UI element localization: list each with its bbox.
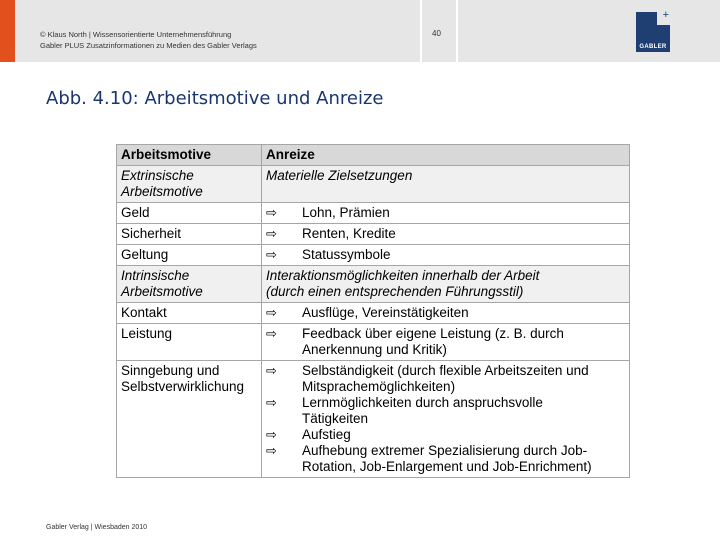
incentive-cell [262,361,630,478]
arrow-icon: ⇨ [266,427,277,442]
header-copyright: © Klaus North | Wissensorientierte Unternehmensführung [40,30,232,39]
table-row [117,166,630,203]
incentive-text: Lernmöglichkeiten durch anspruchsvolle Tätigkeiten [302,395,543,426]
page-number: 40 [432,29,441,38]
table-header-row [117,145,630,166]
header-accent-bar [0,0,15,62]
incentive-text: Statussymbole [302,247,391,262]
motive-cell: Intrinsische Arbeitsmotive [117,266,262,303]
incentive-cell [262,203,630,224]
table-row [117,324,630,361]
header-incentive: Anreize [262,145,630,166]
arrow-icon: ⇨ [266,247,277,262]
incentive-item [266,363,625,395]
slide-header [0,0,720,62]
header-divider [420,0,422,62]
incentive-text: Ausflüge, Vereinstätigkeiten [302,305,469,320]
incentive-cell [262,303,630,324]
header-subtitle: Gabler PLUS Zusatzinformationen zu Medien des Gabler Verlags [40,41,257,50]
motive-cell: Geld [117,203,262,224]
arrow-icon: ⇨ [266,443,277,458]
motive-cell: Geltung [117,245,262,266]
logo-text: GABLER [639,44,667,50]
incentive-item [266,443,625,475]
incentive-item [266,305,625,321]
motive-cell: Sicherheit [117,224,262,245]
arrow-icon: ⇨ [266,205,277,220]
incentive-text: Lohn, Prämien [302,205,390,220]
incentive-item [266,247,625,263]
logo-plus-icon: + [662,9,669,21]
table-row [117,361,630,478]
incentive-cell [262,324,630,361]
arrow-icon: ⇨ [266,305,277,320]
motive-cell: Kontakt [117,303,262,324]
incentive-text: Renten, Kredite [302,226,396,241]
table-row [117,303,630,324]
table-row [117,203,630,224]
header-divider [456,0,458,62]
incentive-item [266,226,625,242]
incentive-text: Selbständigkeit (durch flexible Arbeitszeiten und Mitsprachemöglichkeiten) [302,363,589,394]
incentive-item [266,427,625,443]
motive-cell: Leistung [117,324,262,361]
motives-table [116,144,630,478]
incentive-text: Feedback über eigene Leistung (z. B. durch Anerkennung und Kritik) [302,326,564,357]
table-row [117,266,630,303]
arrow-icon: ⇨ [266,226,277,241]
table-row [117,224,630,245]
slide-title: Abb. 4.10: Arbeitsmotive und Anreize [46,88,384,109]
arrow-icon: ⇨ [266,363,277,378]
arrow-icon: ⇨ [266,326,277,341]
incentive-text: Aufhebung extremer Spezialisierung durch Job- Rotation, Job-Enlargement und Job-Enrichment) [302,443,592,474]
incentive-cell [262,245,630,266]
motive-cell: Sinngebung und Selbstverwirklichung [117,361,262,478]
header-motive: Arbeitsmotive [117,145,262,166]
incentive-item [266,205,625,221]
motive-cell: Extrinsische Arbeitsmotive [117,166,262,203]
incentive-cell: Materielle Zielsetzungen [262,166,630,203]
incentive-text: Aufstieg [302,427,351,442]
arrow-icon: ⇨ [266,395,277,410]
incentive-item [266,326,625,358]
table-row [117,245,630,266]
incentive-item [266,395,625,427]
gabler-logo [636,9,670,52]
incentive-cell [262,224,630,245]
incentive-cell: Interaktionsmöglichkeiten innerhalb der Arbeit (durch einen entsprechenden Führungsstil) [262,266,630,303]
slide-footer: Gabler Verlag | Wiesbaden 2010 [46,524,148,531]
